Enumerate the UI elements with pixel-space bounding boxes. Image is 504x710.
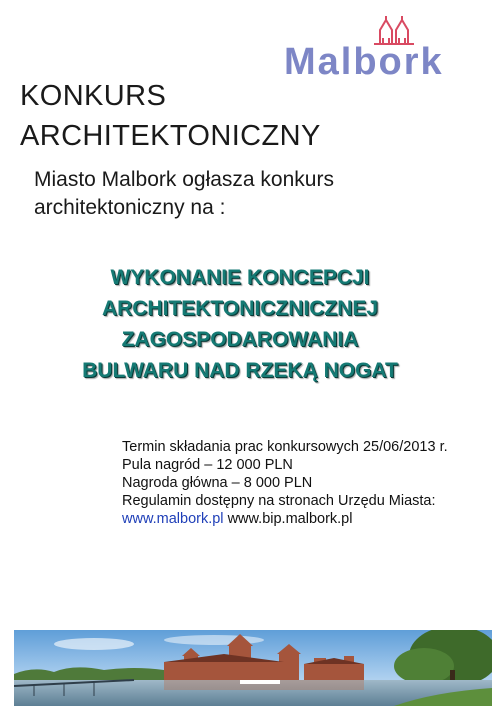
rules-text: Regulamin dostępny na stronach Urzędu Miasta: [122, 493, 436, 509]
title-line-4: BULWARU NAD RZEKĄ NOGAT [82, 359, 398, 382]
malbork-link[interactable]: www.malbork.pl [122, 511, 224, 527]
competition-info [122, 438, 448, 528]
links-line [122, 510, 448, 528]
page-heading [20, 76, 321, 156]
title-line-3: ZAGOSPODAROWANIA [121, 328, 359, 351]
intro-line-1: Miasto Malbork ogłasza konkurs [34, 168, 334, 191]
competition-title [0, 262, 480, 386]
title-line-2: ARCHITEKTONICZNICZNEJ [101, 297, 379, 320]
castle-panorama-photo [14, 630, 492, 706]
bip-link[interactable]: www.bip.malbork.pl [227, 511, 353, 527]
prize-pool-text: Pula nagród – 12 000 PLN [122, 457, 293, 473]
main-prize-text: Nagroda główna – 8 000 PLN [122, 475, 313, 491]
deadline-text: Termin składania prac konkursowych 25/06/2013 r. [122, 439, 448, 455]
logo-wordmark: Malbork [284, 41, 444, 83]
castle-icon [374, 16, 414, 44]
intro-text [34, 166, 334, 222]
intro-line-2: architektoniczny na : [34, 196, 226, 219]
heading-line-1: KONKURS [20, 80, 167, 112]
heading-line-2: ARCHITEKTONICZNY [20, 120, 321, 152]
title-line-1: WYKONANIE KONCEPCJI [110, 266, 370, 289]
